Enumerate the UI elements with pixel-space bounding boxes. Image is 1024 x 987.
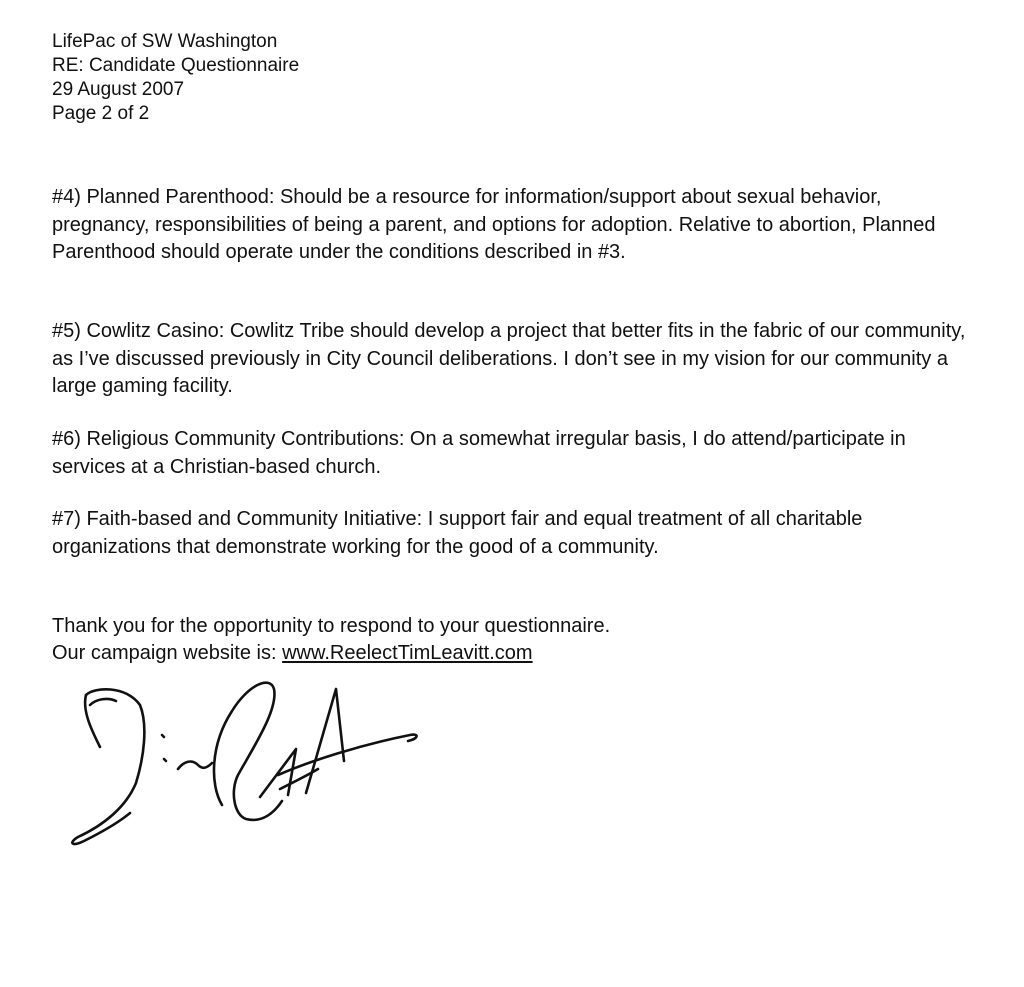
page-number-line: Page 2 of 2 <box>52 103 150 124</box>
thank-you-line: Thank you for the opportunity to respond to your questionnaire. <box>52 615 611 637</box>
organization-line: LifePac of SW Washington <box>52 31 278 52</box>
answer-6-paragraph: #6) Religious Community Contributions: On a somewhat irregular basis, I do attend/participate in services at a Christian-based church. <box>52 428 906 478</box>
subject-line: RE: Candidate Questionnaire <box>52 55 300 76</box>
handwritten-signature <box>60 665 430 855</box>
campaign-website-link[interactable]: www.ReelectTimLeavitt.com <box>282 642 533 664</box>
date-line: 29 August 2007 <box>52 79 185 100</box>
letter-header <box>52 30 299 126</box>
website-prefix: Our campaign website is: <box>52 642 283 664</box>
answer-5-paragraph: #5) Cowlitz Casino: Cowlitz Tribe should develop a project that better fits in the fabric of our community, as I’ve discussed previously in City Council deliberations. I don’t see in my vision for our community a large gaming facility. <box>52 320 966 397</box>
answer-4-paragraph: #4) Planned Parenthood: Should be a resource for information/support about sexual behavior, pregnancy, responsibilities of being a parent, and options for adoption. Relative to abortion, Planned Parenthood should operate under the conditions described in #3. <box>52 186 936 263</box>
answer-7-paragraph: #7) Faith-based and Community Initiative: I support fair and equal treatment of all charitable organizations that demonstrate working for the good of a community. <box>52 508 863 558</box>
closing-block <box>52 613 610 667</box>
website-line <box>52 640 610 667</box>
